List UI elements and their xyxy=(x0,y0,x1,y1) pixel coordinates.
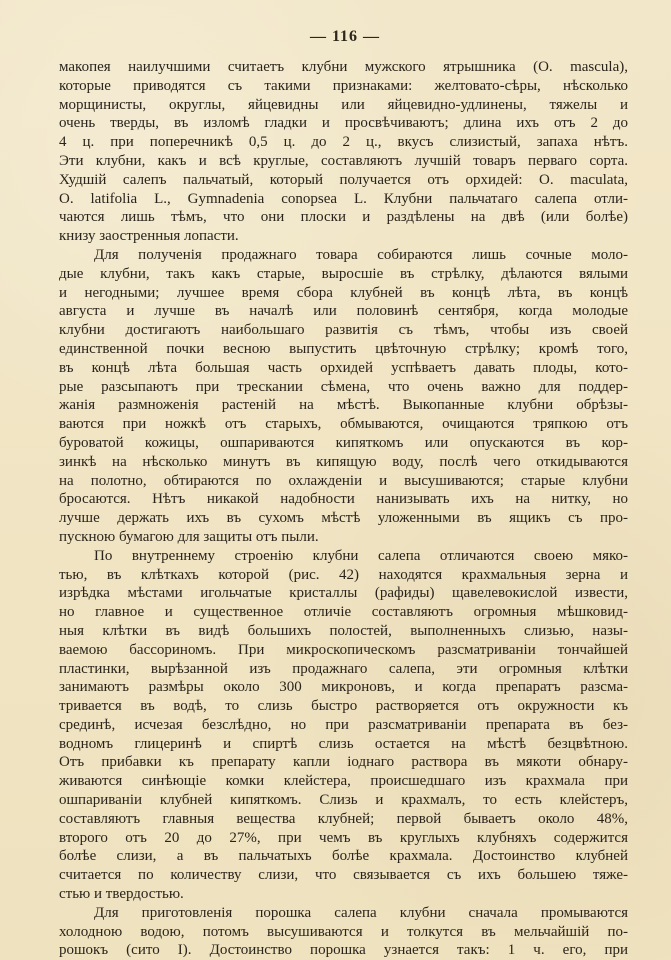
text-line: живаются синѣющіе комки клейстера, происшедшаго изъ крахмала при xyxy=(59,773,628,790)
text-line: морщинисты, округлы, яйцевидны или яйцевидно-удлинены, тяжелы и xyxy=(59,96,628,113)
text-line: Для полученія продажнаго товара собираются лишь сочные моло- xyxy=(94,246,628,263)
text-line: ваемою бассориномъ. При микроскопическомъ разсматриваніи тончайшей xyxy=(59,641,628,658)
text-line: пускною бумагою для защиты отъ пыли. xyxy=(59,528,319,545)
text-line: единственной почки весною выпустить цвѣточную стрѣлку; кромѣ того, xyxy=(59,340,628,357)
text-line: книзу заостренныя лопасти. xyxy=(59,228,239,245)
text-line: на полотно, обтираются по охлажденіи и высушиваются; старые клубни xyxy=(59,472,628,489)
text-line: стью и твердостью. xyxy=(59,886,184,903)
text-line: Худшій салепъ пальчатый, который получается отъ орхидей: O. maculata, xyxy=(59,171,628,188)
text-line: тривается въ водѣ, то слизь быстро растворяется отъ окружности къ xyxy=(59,698,628,715)
text-line: августа и лучше въ началѣ или половинѣ сентября, когда молодые xyxy=(59,303,628,320)
text-line: рошокъ (сито I). Достоинство порошка узнается такъ: 1 ч. его, при xyxy=(59,942,628,959)
text-block xyxy=(59,58,628,960)
text-line: пластинки, вырѣзанной изъ продажнаго салепа, эти огромныя клѣтки xyxy=(59,660,628,677)
text-line: O. latifolia L., Gymnadenia conopsea L. Клубни пальчатаго салепа отли- xyxy=(59,190,628,207)
text-line: Отъ прибавки къ препарату капли іоднаго раствора въ мякоти обнару- xyxy=(59,754,628,771)
text-line: составляютъ главныя вещества клубней; первой бываетъ около 48%, xyxy=(59,810,628,827)
page-number: — 116 — xyxy=(309,28,381,45)
text-line: 4 ц. при поперечникѣ 0,5 ц. до 2 ц., вкусъ слизистый, запаха нѣтъ. xyxy=(59,134,628,151)
text-line: второго отъ 20 до 27%, при чемъ въ круглыхъ клубняхъ содержится xyxy=(59,829,628,846)
text-line: считается по количеству слизи, что связывается съ ихъ большею тяже- xyxy=(59,867,628,884)
text-line: ошпариваніи клубней кипяткомъ. Слизь и крахмалъ, то есть клейстеръ, xyxy=(59,792,628,809)
text-line: водномъ глицеринѣ и спиртѣ слизь остается на мѣстѣ безцвѣтною. xyxy=(59,735,628,752)
text-line: въ концѣ лѣта большая часть орхидей успѣваетъ давать плоды, кото- xyxy=(59,359,628,376)
text-line: Эти клубни, какъ и всѣ круглые, составляютъ лучшій товаръ перваго сорта. xyxy=(59,152,628,169)
text-line: тью, въ клѣткахъ которой (рис. 42) находятся крахмальныя зерна и xyxy=(59,566,628,583)
text-line: ныя клѣтки въ видѣ большихъ полостей, выполненныхъ слизью, назы- xyxy=(59,622,628,639)
text-line: дые клубни, такъ какъ старые, выросшіе въ стрѣлку, дѣлаются вялыми xyxy=(59,265,628,282)
text-line: очень тверды, въ изломѣ гладки и просвѣчиваютъ; длина ихъ отъ 2 до xyxy=(59,115,628,132)
text-line: лучше держать ихъ въ сухомъ мѣстѣ уложенными въ ящикъ съ про- xyxy=(59,510,628,527)
text-line: жанія размноженія растеній на мѣстѣ. Выкопанные клубни обрѣзы- xyxy=(59,397,628,414)
text-line: болѣе слизи, а въ пальчатыхъ болѣе крахмала. Достоинство клубней xyxy=(59,848,628,865)
text-line: чаются лишь тѣмъ, что они плоски и раздѣлены на двѣ (или болѣе) xyxy=(59,209,628,226)
text-line: клубни достигаютъ наибольшаго развитія съ тѣмъ, чтобы изъ своей xyxy=(59,322,628,339)
text-line: и негодными; лучшее время сбора клубней въ концѣ лѣта, въ концѣ xyxy=(59,284,628,301)
text-line: ваются при ножкѣ отъ старыхъ, обмываются, очищаются тряпкою отъ xyxy=(59,416,628,433)
text-line: рые разсыпаютъ при трескании сѣмена, что очень важно для поддер- xyxy=(59,378,628,395)
text-line: срединѣ, исчезая безслѣдно, но при разсматриваніи препарата въ без- xyxy=(59,716,628,733)
text-line: холодною водою, потомъ высушиваются и толкутся въ мельчайшій по- xyxy=(59,923,628,940)
text-line: макопея наилучшими считаетъ клубни мужского ятрышника (O. mascula), xyxy=(59,59,628,75)
text-line: зинкѣ на нѣсколько минутъ въ кипящую воду, послѣ чего откидываются xyxy=(59,453,628,470)
text-line: По внутреннему строенію клубни салепа отличаются своею мяко- xyxy=(94,547,628,564)
text-line: бросаются. Нѣтъ никакой надобности нанизывать ихъ на нитку, но xyxy=(59,491,628,508)
text-line: буроватой кожицы, ошпариваются кипяткомъ или опускаются въ кор- xyxy=(59,434,628,451)
text-line: но главное и существенное отличіе составляютъ огромныя мѣшковид- xyxy=(59,604,628,621)
text-line: изрѣдка мѣстами игольчатые кристаллы (рафиды) щавелевокислой извести, xyxy=(59,585,628,602)
text-line: Для приготовленія порошка салепа клубни сначала промываются xyxy=(94,904,628,921)
text-line: которые приводятся съ такими признаками: желтовато-сѣры, нѣсколько xyxy=(59,77,628,94)
text-line: занимаютъ размѣры около 300 микроновъ, и когда препаратъ разсма- xyxy=(59,679,628,696)
